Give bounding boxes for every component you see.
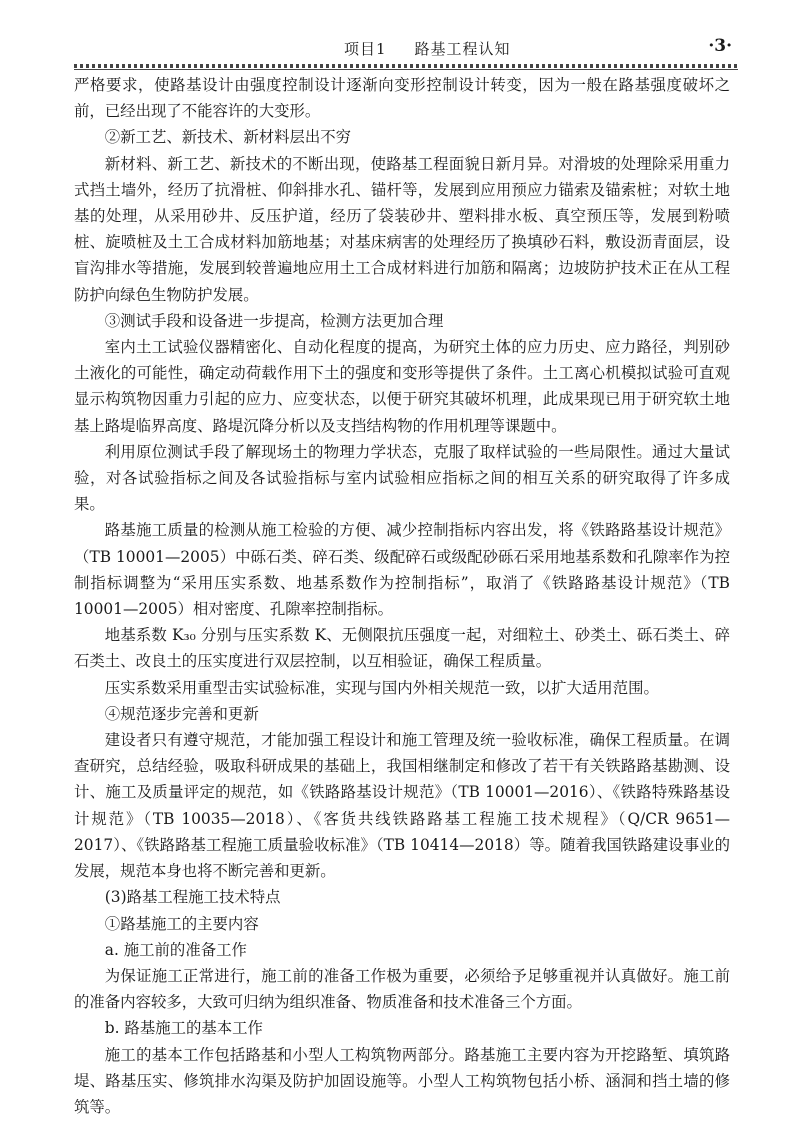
paragraph: 室内土工试验仪器精密化、自动化程度的提高，为研究土体的应力历史、应力路径，判别砂土液化的可能性，确定动荷载作用下土的强度和变形等提供了条件。土工离心机模拟试验可直观显示构筑物因重力引起的应力、应变状态，以便于研究其破坏机理，此成果现已用于研究软土地基上路堤临界高度、路堤沉降分析以及支挡结构物的作用机理等课题中。 [74,338,730,435]
header-dotted-rule [74,64,738,68]
header-chapter-title: 路基工程认知 [414,40,511,58]
subheading: ②新工艺、新技术、新材料层出不穷 [104,128,352,147]
subheading: ③测试手段和设备进一步提高，检测方法更加合理 [104,311,444,330]
paragraph: 施工的基本工作包括路基和小型人工构筑物两部分。路基施工主要内容为开挖路堑、填筑路堤、路基压实、修筑排水沟渠及防护加固设施等。小型人工构筑物包括小桥、涵洞和挡土墙的修筑等。 [74,1045,730,1116]
paragraph: 地基系数 K₃₀ 分别与压实系数 K、无侧限抗压强度一起，对细粒土、砂类土、砾石类土、碎石类土、改良土的压实度进行双层控制，以互相验证，确保工程质量。 [74,626,730,671]
page-body [74,72,730,1120]
header-project: 项目1 [344,40,387,58]
header-solid-rule [74,69,738,70]
paragraph: 建设者只有遵守规范，才能加强工程设计和施工管理及统一验收标准，确保工程质量。在调查研究，总结经验，吸取科研成果的基础上，我国相继制定和修改了若干有关铁路路基勘测、设计、施工及质量评定的规范，如《铁路路基设计规范》（TB 10001—2016）、《铁路特殊路基设计规范》（TB 10035—2018）、《客货共线铁路路基工程施工技术规程》（Q/CR 9651—2017）、《铁路路基工程施工质量验收标准》（TB 10414—2018）等。随着我国铁路建设事业的发展，规范本身也将不断完善和更新。 [74,731,730,881]
page-number: ·3· [708,36,732,56]
paragraph: 压实系数采用重型击实试验标准，实现与国内外相关规范一致，以扩大适用范围。 [104,678,659,697]
subheading: ④规范逐步完善和更新 [104,704,259,723]
header-title [344,38,511,59]
subheading: b. 路基施工的基本工作 [104,1019,263,1038]
paragraph: 新材料、新工艺、新技术的不断出现，使路基工程面貌日新月异。对滑坡的处理除采用重力式挡土墙外，经历了抗滑桩、仰斜排水孔、锚杆等，发展到应用预应力锚索及锚索桩；对软土地基的处理，从采用砂井、反压护道，经历了袋装砂井、塑料排水板、真空预压等，发展到粉喷桩、旋喷桩及土工合成材料加筋地基；对基床病害的处理经历了换填砂石料，敷设沥青面层，设盲沟排水等措施，发展到较普遍地应用土工合成材料进行加筋和隔离；边坡防护技术正在从工程防护向绿色生物防护发展。 [74,154,730,304]
paragraph: 严格要求，使路基设计由强度控制设计逐渐向变形控制设计转变，因为一般在路基强度破坏之前，已经出现了不能容许的大变形。 [74,76,730,121]
subheading: a. 施工前的准备工作 [104,940,247,959]
paragraph: 利用原位测试手段了解现场土的物理力学状态，克服了取样试验的一些局限性。通过大量试验，对各试验指标之间及各试验指标与室内试验相应指标之间的相互关系的研究取得了许多成果。 [74,442,730,514]
section-heading: (3)路基工程施工技术特点 [104,888,281,907]
paragraph: 路基施工质量的检测从施工检验的方便、减少控制指标内容出发，将《铁路路基设计规范》（TB 10001—2005）中砾石类、碎石类、级配碎石或级配砂砾石采用地基系数和孔隙率作为控制指标调整为“采用压实系数、地基系数作为控制指标”，取消了《铁路路基设计规范》（TB 10001—2005）相对密度、孔隙率控制指标。 [74,521,730,619]
paragraph: 为保证施工正常进行，施工前的准备工作极为重要，必须给予足够重视并认真做好。施工前的准备内容较多，大致可归纳为组织准备、物质准备和技术准备三个方面。 [74,966,730,1012]
subheading: ①路基施工的主要内容 [104,914,259,933]
